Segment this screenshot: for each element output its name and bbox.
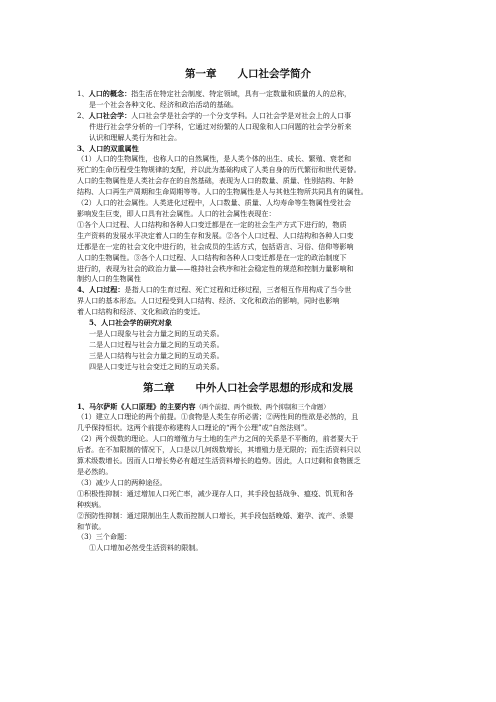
text-line: （1）人口的生物属性，也称人口的自然属性，是人类个体的出生、成长、繁殖、衰老和 <box>77 154 352 164</box>
chapter-2-title: 第二章 中外人口社会学思想的形成和发展 <box>143 381 353 394</box>
text-line: 认识和理解人类行为和社会。 <box>89 132 182 142</box>
item-number: 2、 <box>77 110 89 120</box>
text-line: 种疾病。 <box>77 499 106 509</box>
text-line: 是一个社会各种文化、经济和政治活动的基础。 <box>89 99 238 109</box>
section-heading-dual-attributes: 3、人口的双重属性 <box>77 143 139 153</box>
list-item: 二是人口过程与社会力量之间的互动关系。 <box>89 339 224 349</box>
text-line: 人口的生物属性是人类社会存在的自然基础，表现为人口的数量、质量、性别结构、年龄 <box>77 176 354 186</box>
text-line: （3）三个命题： <box>77 532 132 542</box>
text-line: 迁都是在一定的社会文化中进行的，社会成员的生活方式，包括语言、习俗、信仰等影响 <box>77 241 354 251</box>
heading-text: 1、马尔萨斯《人口原理》的主要内容 <box>77 401 196 411</box>
chapter-1-title: 第一章 人口社会学简介 <box>185 68 311 80</box>
text-line: ①人口增加必然受生活资料的限制。 <box>89 543 203 553</box>
text-line: 人口社会学是社会学的一个分支学科。人口社会学是对社会上的人口事 <box>131 110 352 120</box>
section-heading-research-object: 5、人口社会学的研究对象 <box>89 318 172 328</box>
text-line: 影响发生巨变，即人口具有社会属性。人口的社会属性表现在： <box>77 208 276 218</box>
text-line: ②预防性抑制：通过限制出生人数而控制人口增长，其手段包括晚婚、避孕、流产、杀婴 <box>77 510 354 520</box>
text-line: 算术级数增长。因而人口增长势必有超过生活资料增长的趋势。因此，人口过剩和食物匮乏 <box>77 456 361 466</box>
item-population-concept <box>77 89 419 100</box>
text-line: 制约人口的生物属性 <box>77 274 141 284</box>
text-line: （2）两个级数的理论。人口的增殖力与土地的生产力之间的关系是不平衡的，前者要大于 <box>77 434 359 444</box>
list-item: 四是人口变迁与社会变迁之间的互动关系。 <box>89 361 224 371</box>
text-line: 是指人口的生育过程、死亡过程和迁移过程，三者相互作用构成了当今世 <box>124 285 352 295</box>
text-line: 是必然的。 <box>77 467 113 476</box>
item-population-sociology <box>77 111 419 122</box>
item-lead: 人口过程： <box>89 285 125 295</box>
text-line: 进行的，表现为社会的政治力量——维持社会秩序和社会稳定性的规范和控制力量影响和 <box>77 263 354 273</box>
heading-note: （两个前提、两个级数、两个抑制和三个命题） <box>195 402 330 411</box>
item-lead: 人口的概念： <box>88 89 132 98</box>
text-line: 和节欲。 <box>77 521 106 531</box>
text-line: 指生活在特定社会制度、特定领域，具有一定数量和质量的人的总称， <box>131 89 352 98</box>
text-line: 几乎保持恒状。这两个前提亦称建构人口理论的“两个公理”或“自然法则”。 <box>77 423 312 433</box>
text-line: 后者。在不加限制的情况下，人口是以几何级数增长，其增殖力是无限的；而生活资料只以 <box>77 445 361 455</box>
text-line: 生产资料的发展水平决定着人口的生存和发展。②各个人口过程、人口结构和各种人口变 <box>77 230 354 240</box>
item-lead: 人口社会学： <box>88 110 132 120</box>
list-item: 三是人口结构与社会力量之间的互动关系。 <box>89 350 224 360</box>
text-line: 死亡的生命历程受生物规律的支配，并以此为基础构成了人类自身的历代繁衍和世代更替。 <box>77 165 361 175</box>
document-body <box>77 68 419 554</box>
list-item: 一是人口现象与社会力量之间的互动关系。 <box>89 328 224 338</box>
text-line: 件进行社会学分析的一门学科，它通过对纷繁的人口现象和人口问题的社会学分析来 <box>89 121 352 131</box>
item-population-process <box>77 285 419 296</box>
section-heading-malthus <box>77 402 419 413</box>
text-line: ①各个人口过程、人口结构和各种人口变迁都是在一定的社会生产方式下进行的，物质 <box>77 219 347 229</box>
text-line: （1）建立人口理论的两个前提。①食物是人类生存所必需；②两性间的性欲是必然的，且 <box>77 412 359 422</box>
text-line: ①积极性抑制：通过增加人口死亡率，减少现存人口，其手段包括战争、瘟疫、饥荒和各 <box>77 488 354 498</box>
text-line: 人口的生物属性。③各个人口过程、人口结构和各种人口变迁都是在一定的政治制度下 <box>77 252 347 262</box>
text-line: （3）减少人口的两种途径。 <box>77 477 167 487</box>
text-line: （2）人口的社会属性。人类进化过程中，人口数量、质量、人均寿命等生物属性受社会 <box>77 198 352 208</box>
text-line: 界人口的基本形态。人口过程受到人口结构、经济、文化和政治的影响，同时也影响 <box>77 296 340 306</box>
item-number: 4、 <box>77 285 90 295</box>
text-line: 着人口结构和经济、文化和政治的变迁。 <box>77 307 205 317</box>
item-number: 1、 <box>77 89 89 98</box>
text-line: 结构、人口再生产周期和生命周期等等。人口的生物属性是人与其他生物所共同具有的属性。 <box>77 187 368 197</box>
